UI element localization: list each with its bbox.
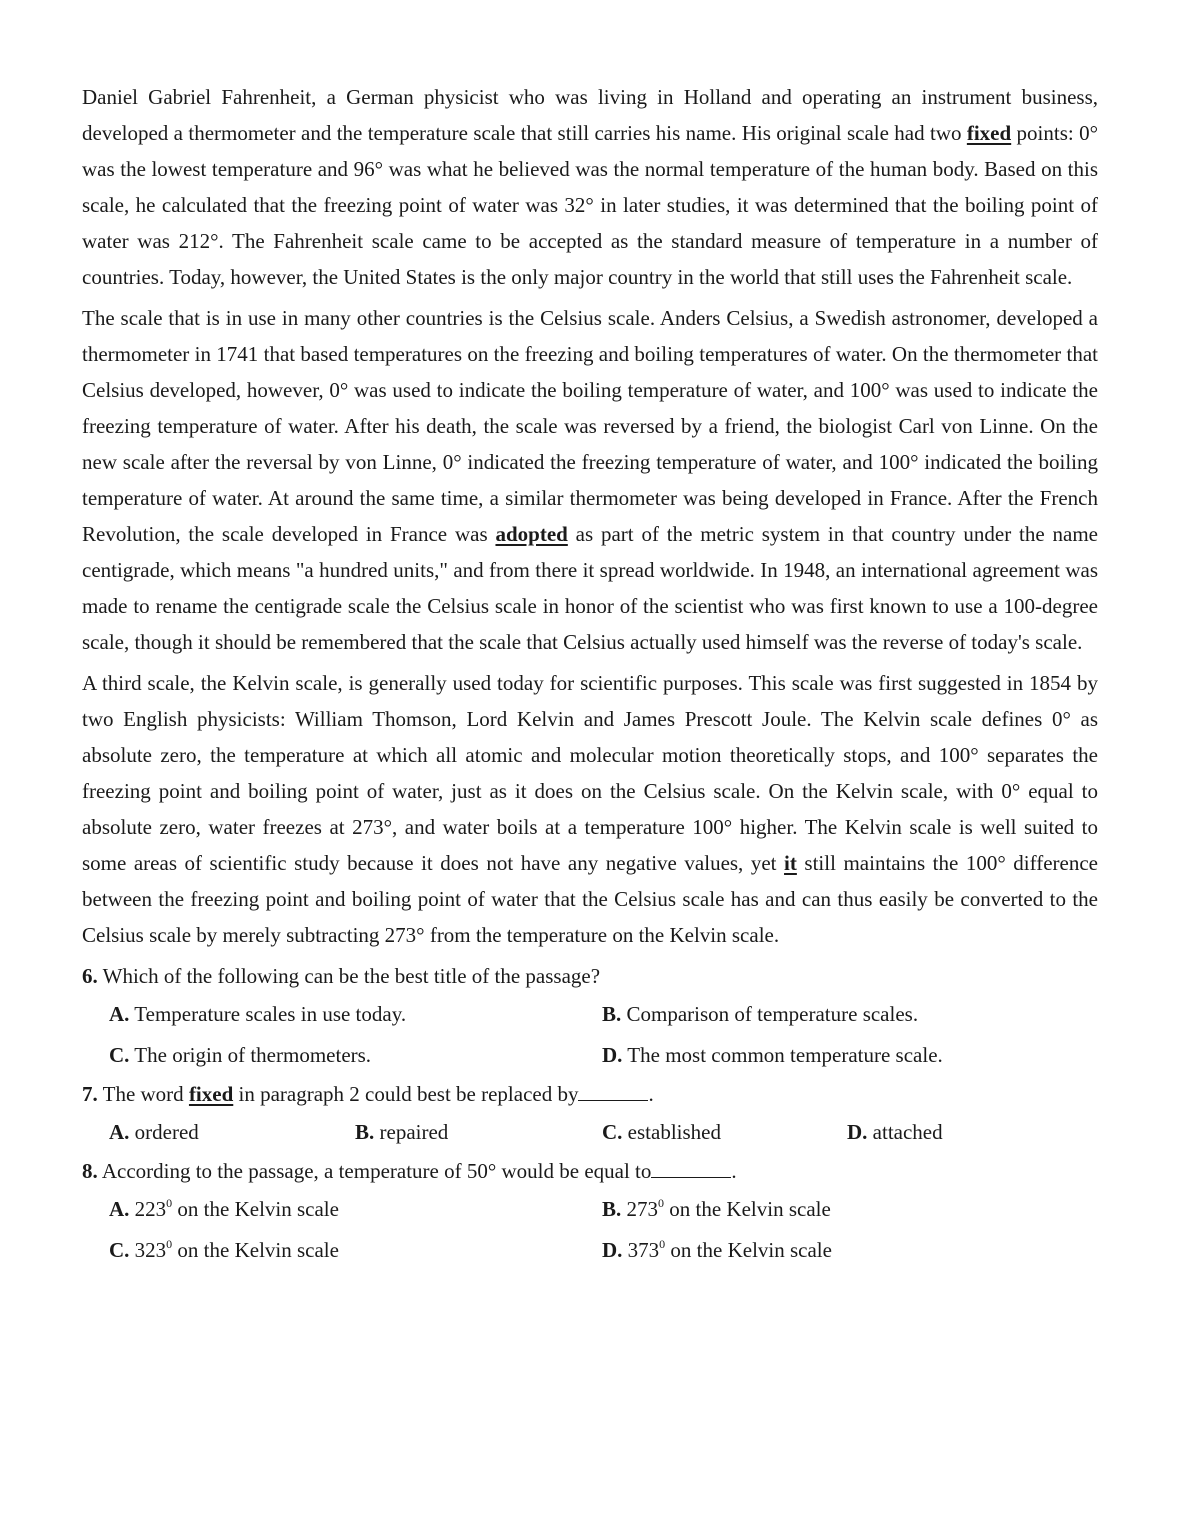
option-b[interactable]: B. repaired [355,1120,449,1144]
option-d[interactable]: D. $373^0$ on the Kelvin scale [602,1237,832,1262]
option-c[interactable]: C. $323^0$ on the Kelvin scale [109,1237,339,1262]
answer-blank [651,1159,731,1178]
answer-options [109,1112,1098,1153]
answer-options [109,1189,1098,1271]
option-b[interactable]: B. $273^0$ on the Kelvin scale [602,1196,831,1221]
keyword-fixed: fixed [966,121,1012,145]
keyword-it: it [784,851,797,875]
question-6 [82,958,1098,1076]
question-number: 6. [82,964,98,988]
option-d[interactable]: D. attached [847,1120,943,1144]
option-d[interactable]: D. The most common temperature scale. [602,1043,943,1067]
option-b[interactable]: B. Comparison of temperature scales. [602,1002,919,1026]
question-number: 8. [82,1159,98,1183]
answer-blank [578,1082,648,1101]
question-number: 7. [82,1082,98,1106]
option-a[interactable]: A. ordered [109,1120,199,1144]
question-8 [82,1153,1098,1271]
question-7 [82,1076,1098,1153]
option-c[interactable]: C. established [602,1120,721,1144]
keyword-adopted: adopted [495,522,568,546]
passage-paragraph-2: The scale that is in use in many other countries is the Celsius scale. Anders Celsius, a Swedish astronomer, developed a thermometer in 1741 that based temperatures on the freezing and boiling temperatures of water. On the thermometer that Celsius developed, however, 0° was used to indicate the boiling temperature of water, and 100° was used to indicate the freezing temperature of water. After his death, the scale was reversed by a friend, the biologist Carl von Linne. On the new scale after the reversal by von Linne, 0° indicated the freezing temperature of water, and 100° indicated the boiling temperature of water. At around the same time, a similar thermometer was being developed in France. After the French Revolution, the scale developed in France was adopted as part of the metric system in that country under the name centigrade, which means "a hundred units," and from there it spread worldwide. In 1948, an international agreement was made to rename the centigrade scale the Celsius scale in honor of the scientist who was first known to use a 100-degree scale, though it should be remembered that the scale that Celsius actually used himself was the reverse of today's scale. [82,306,1098,654]
passage-paragraph-3: A third scale, the Kelvin scale, is generally used today for scientific purposes. This scale was first suggested in 1854 by two English physicists: William Thomson, Lord Kelvin and James Prescott Joule. The Kelvin scale defines 0° as absolute zero, the temperature at which all atomic and molecular motion theoretically stops, and 100° separates the freezing point and boiling point of water, just as it does on the Celsius scale. On the Kelvin scale, with 0° equal to absolute zero, water freezes at 273°, and water boils at a temperature 100° higher. The Kelvin scale is well suited to some areas of scientific study because it does not have any negative values, yet it still maintains the 100° difference between the freezing point and boiling point of water that the Celsius scale has and can thus easily be converted to the Celsius scale by merely subtracting 273° from the temperature on the Kelvin scale. [82,671,1098,947]
keyword-fixed-ref: fixed [188,1082,234,1106]
question-stem: 7. The word fixed in paragraph 2 could best be replaced by . [82,1082,654,1106]
option-c[interactable]: C. The origin of thermometers. [109,1043,372,1067]
option-a[interactable]: A. $223^0$ on the Kelvin scale [109,1196,339,1221]
passage-paragraph-1: Daniel Gabriel Fahrenheit, a German physicist who was living in Holland and operating an instrument business, developed a thermometer and the temperature scale that still carries his name. His original scale had two fixed points: 0° was the lowest temperature and 96° was what he believed was the normal temperature of the human body. Based on this scale, he calculated that the freezing point of water was 32° in later studies, it was determined that the boiling point of water was 212°. The Fahrenheit scale came to be accepted as the standard measure of temperature in a number of countries. Today, however, the United States is the only major country in the world that still uses the Fahrenheit scale. [82,85,1098,289]
option-a[interactable]: A. Temperature scales in use today. [109,1002,407,1026]
question-stem: 8. According to the passage, a temperature of 50° would be equal to . [82,1159,737,1183]
document-page [82,79,1098,1271]
answer-options [109,994,1098,1076]
question-stem: 6. Which of the following can be the best title of the passage? [82,964,601,988]
